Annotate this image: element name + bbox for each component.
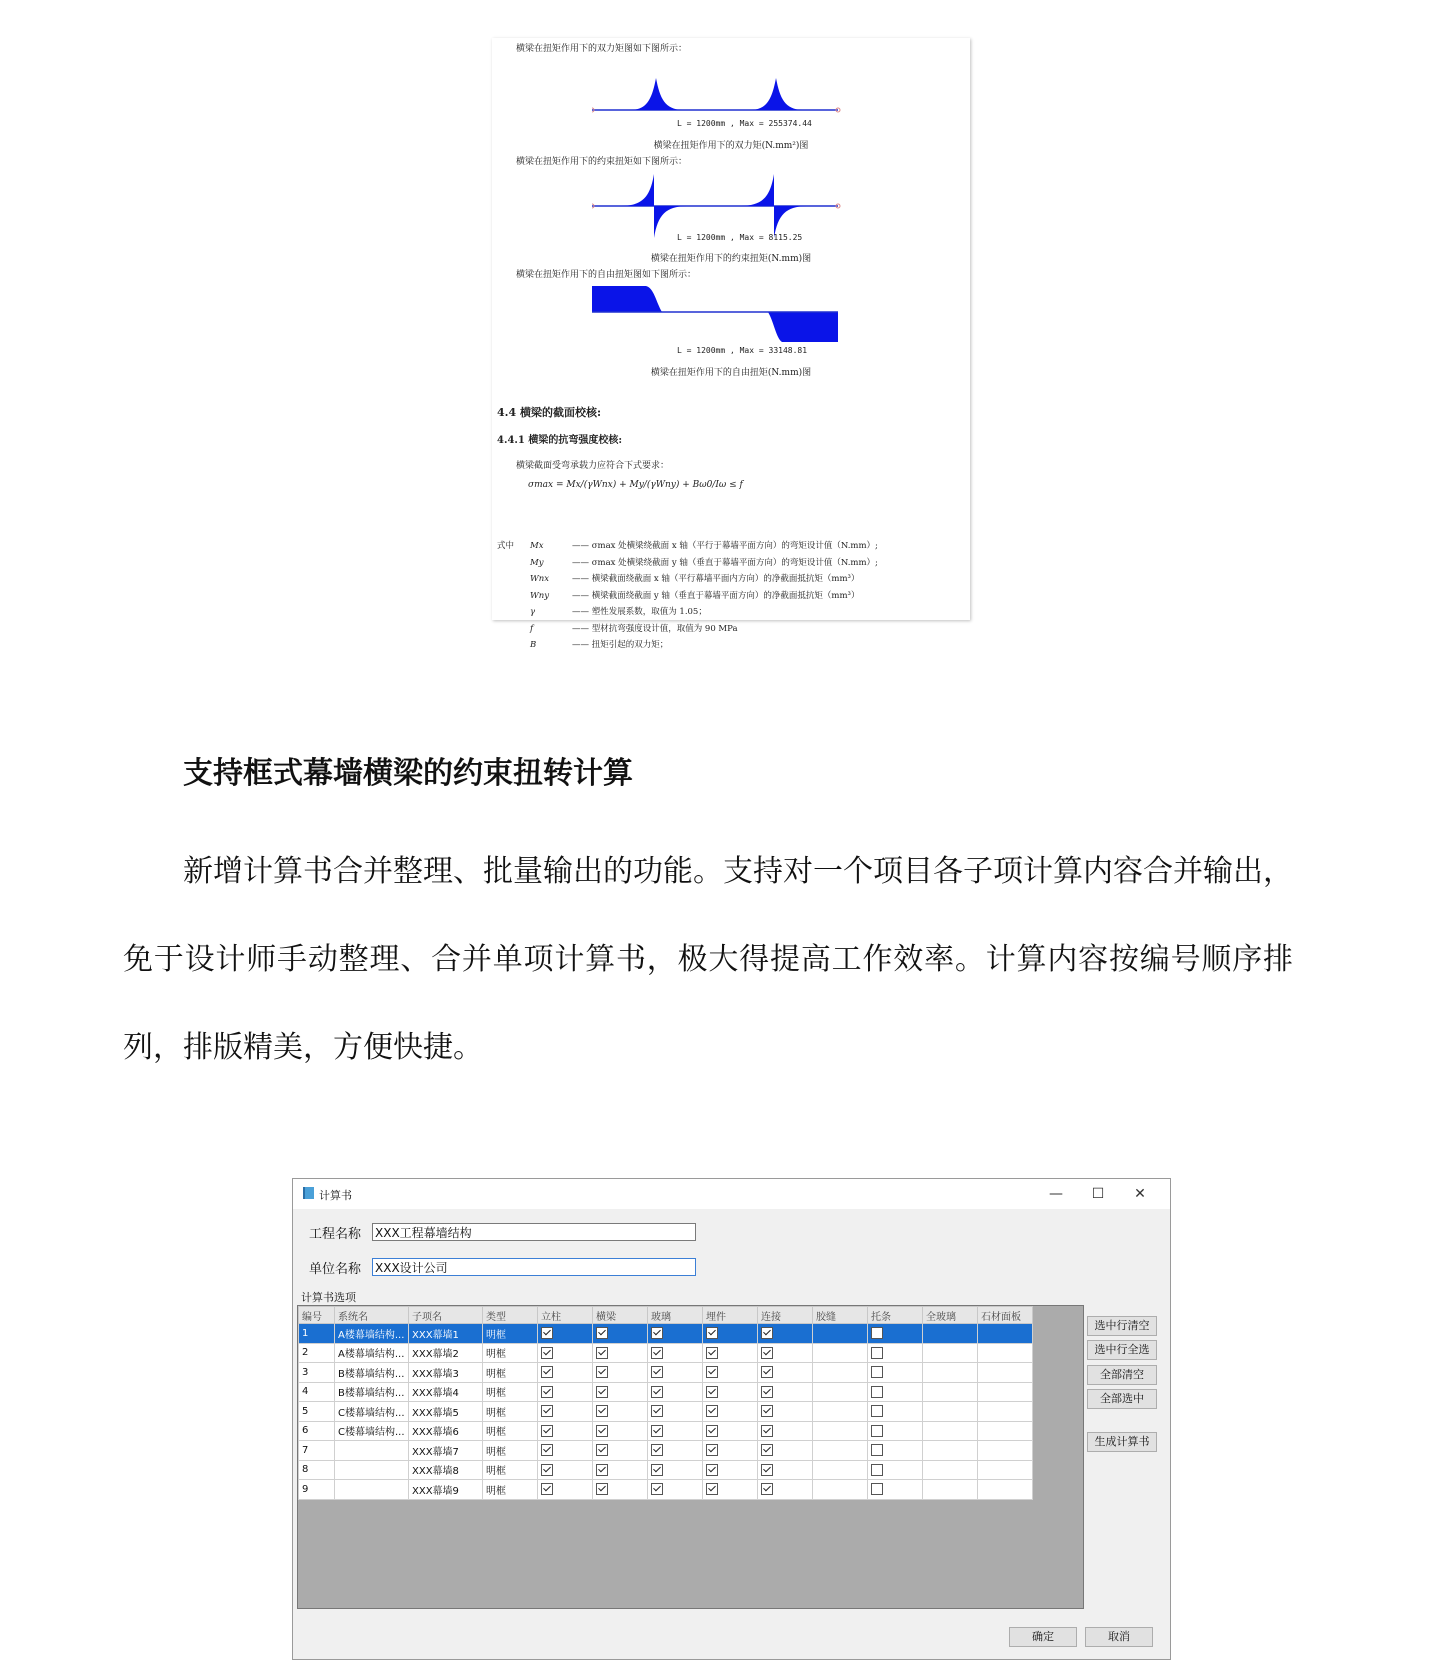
definition-row (497, 588, 967, 605)
definition-prefix (497, 604, 530, 621)
project-name-input[interactable]: XXX工程幕墙结构 (372, 1223, 696, 1241)
heading-4-4: 4.4 横梁的截面校核: (497, 406, 602, 419)
column-header[interactable]: 胶缝 (813, 1307, 868, 1324)
check-cell (868, 1480, 923, 1500)
checked-checkbox[interactable] (541, 1444, 553, 1456)
definition-symbol: Wny (530, 590, 550, 601)
check-cell (978, 1402, 1033, 1422)
definition-text: —— 型材抗弯强度设计值，取值为 90 MPa (572, 623, 738, 634)
section-title: 支持框式幕墙横梁的约束扭转计算 (183, 756, 633, 791)
options-group-label: 计算书选项 (301, 1291, 356, 1304)
cell-id: 6 (299, 1421, 335, 1441)
window-title: 计算书 (319, 1189, 352, 1202)
minimize-icon[interactable]: — (1049, 1186, 1063, 1202)
calc-page-image (492, 38, 970, 650)
check-cell (978, 1324, 1033, 1344)
checked-checkbox[interactable] (541, 1483, 553, 1495)
table-row[interactable] (299, 1382, 1033, 1402)
checked-checkbox[interactable] (651, 1366, 663, 1378)
cell-id: 7 (299, 1441, 335, 1461)
definition-symbol: f (530, 623, 534, 634)
definition-text: —— 塑性发展系数，取值为 1.05； (572, 607, 707, 617)
checked-checkbox[interactable] (761, 1425, 773, 1437)
checked-checkbox[interactable] (761, 1386, 773, 1398)
check-cell (978, 1343, 1033, 1363)
check-cell (538, 1402, 593, 1422)
check-cell (648, 1343, 703, 1363)
checked-checkbox[interactable] (706, 1327, 718, 1339)
cell-sys: A楼幕墙结构... (335, 1324, 409, 1344)
definition-row (497, 538, 967, 555)
check-cell (868, 1402, 923, 1422)
cell-type: 明框 (483, 1363, 538, 1383)
clear-selected-row-button[interactable]: 选中行清空 (1087, 1316, 1157, 1336)
table-row[interactable] (299, 1343, 1033, 1363)
checked-checkbox[interactable] (596, 1425, 608, 1437)
cell-id: 1 (299, 1324, 335, 1344)
check-cell (813, 1480, 868, 1500)
cancel-button[interactable]: 取消 (1085, 1627, 1153, 1647)
free-label: L = 1200mm , Max = 33148.81 (677, 346, 808, 355)
table-row[interactable] (299, 1480, 1033, 1500)
definition-row (497, 621, 967, 638)
check-cell (593, 1441, 648, 1461)
check-cell (868, 1441, 923, 1461)
check-cell (758, 1441, 813, 1461)
check-cell (703, 1402, 758, 1422)
caption-free: 横梁在扭矩作用下的自由扭矩图如下图所示： (516, 270, 697, 280)
checked-checkbox[interactable] (706, 1386, 718, 1398)
column-header[interactable]: 连接 (758, 1307, 813, 1324)
checked-checkbox[interactable] (706, 1425, 718, 1437)
bimoment-label: L = 1200mm , Max = 255374.44 (677, 119, 812, 128)
check-cell (648, 1382, 703, 1402)
unchecked-checkbox[interactable] (871, 1347, 883, 1359)
column-header[interactable]: 子项名 (409, 1307, 483, 1324)
formula: σmax = Mx/(γWnx) + My/(γWny) + Bω0/Iω ≤ f (528, 480, 743, 490)
check-cell (703, 1460, 758, 1480)
column-header[interactable]: 编号 (299, 1307, 335, 1324)
check-cell (868, 1460, 923, 1480)
check-cell (648, 1324, 703, 1344)
check-cell (538, 1343, 593, 1363)
unchecked-checkbox[interactable] (871, 1444, 883, 1456)
check-cell (923, 1460, 978, 1480)
column-header[interactable]: 立柱 (538, 1307, 593, 1324)
table-row[interactable] (299, 1421, 1033, 1441)
cell-type: 明框 (483, 1421, 538, 1441)
check-cell (868, 1382, 923, 1402)
cell-type: 明框 (483, 1382, 538, 1402)
free-title: 横梁在扭矩作用下的自由扭矩(N.mm)图 (650, 368, 812, 378)
cell-sub: XXX幕墙8 (409, 1460, 483, 1480)
definition-text: —— 横梁截面绕截面 y 轴（垂直于幕墙平面方向）的净截面抵抗矩（mm³） (572, 590, 860, 601)
checked-checkbox[interactable] (541, 1425, 553, 1437)
maximize-icon[interactable]: ☐ (1091, 1186, 1105, 1202)
check-cell (923, 1402, 978, 1422)
check-cell (648, 1421, 703, 1441)
cell-sub: XXX幕墙4 (409, 1382, 483, 1402)
unchecked-checkbox[interactable] (871, 1483, 883, 1495)
cell-sub: XXX幕墙1 (409, 1324, 483, 1344)
cell-id: 4 (299, 1382, 335, 1402)
check-cell (593, 1363, 648, 1383)
select-all-button[interactable]: 全部选中 (1087, 1389, 1157, 1409)
cell-sys: C楼幕墙结构... (335, 1402, 409, 1422)
cell-sys: B楼幕墙结构... (335, 1363, 409, 1383)
check-cell (868, 1363, 923, 1383)
check-cell (813, 1382, 868, 1402)
unit-name-label: 单位名称 (309, 1262, 362, 1277)
column-header[interactable]: 石材面板 (978, 1307, 1033, 1324)
check-cell (813, 1402, 868, 1422)
check-cell (538, 1480, 593, 1500)
check-cell (538, 1382, 593, 1402)
checked-checkbox[interactable] (596, 1347, 608, 1359)
cell-id: 2 (299, 1343, 335, 1363)
check-cell (923, 1363, 978, 1383)
cell-sys: A楼幕墙结构... (335, 1343, 409, 1363)
definition-symbol: γ (530, 607, 536, 617)
check-cell (593, 1421, 648, 1441)
cell-sys (335, 1460, 409, 1480)
heading-4-4-1: 4.4.1 横梁的抗弯强度校核: (497, 435, 623, 446)
cell-sub: XXX幕墙6 (409, 1421, 483, 1441)
column-header[interactable]: 玻璃 (648, 1307, 703, 1324)
checked-checkbox[interactable] (761, 1483, 773, 1495)
select-row-all-button[interactable]: 选中行全选 (1087, 1340, 1157, 1360)
check-cell (703, 1363, 758, 1383)
checked-checkbox[interactable] (596, 1483, 608, 1495)
checked-checkbox[interactable] (761, 1366, 773, 1378)
definition-row (497, 604, 967, 621)
definition-row (497, 637, 967, 654)
checked-checkbox[interactable] (541, 1366, 553, 1378)
title-bar (293, 1179, 1170, 1209)
cell-type: 明框 (483, 1460, 538, 1480)
cell-sub: XXX幕墙9 (409, 1480, 483, 1500)
definition-prefix (497, 555, 530, 572)
check-cell (923, 1382, 978, 1402)
checked-checkbox[interactable] (541, 1347, 553, 1359)
check-cell (978, 1421, 1033, 1441)
calc-book-dialog (292, 1178, 1171, 1660)
cell-sys: C楼幕墙结构... (335, 1421, 409, 1441)
checked-checkbox[interactable] (761, 1327, 773, 1339)
checked-checkbox[interactable] (596, 1405, 608, 1417)
unit-name-input[interactable]: XXX设计公司 (372, 1258, 696, 1276)
restrained-label: L = 1200mm , Max = 8115.25 (677, 233, 803, 242)
check-cell (978, 1441, 1033, 1461)
generate-calc-book-button[interactable]: 生成计算书 (1087, 1432, 1157, 1452)
checked-checkbox[interactable] (706, 1366, 718, 1378)
cell-sub: XXX幕墙5 (409, 1402, 483, 1422)
ok-button[interactable]: 确定 (1009, 1627, 1077, 1647)
check-cell (648, 1402, 703, 1422)
column-header[interactable]: 系统名 (335, 1307, 409, 1324)
definition-prefix (497, 637, 530, 654)
check-cell (758, 1421, 813, 1441)
checked-checkbox[interactable] (761, 1464, 773, 1476)
checked-checkbox[interactable] (706, 1483, 718, 1495)
grid-header-row (299, 1307, 1033, 1324)
checked-checkbox[interactable] (596, 1366, 608, 1378)
check-cell (813, 1363, 868, 1383)
check-cell (923, 1421, 978, 1441)
table-row[interactable] (299, 1324, 1033, 1344)
check-cell (648, 1460, 703, 1480)
check-cell (648, 1441, 703, 1461)
check-cell (703, 1382, 758, 1402)
check-cell (923, 1343, 978, 1363)
cell-id: 9 (299, 1480, 335, 1500)
definition-symbol: B (530, 640, 537, 650)
check-cell (538, 1441, 593, 1461)
table-row[interactable] (299, 1460, 1033, 1480)
checked-checkbox[interactable] (651, 1405, 663, 1417)
cell-id: 8 (299, 1460, 335, 1480)
column-header[interactable]: 类型 (483, 1307, 538, 1324)
check-cell (703, 1480, 758, 1500)
checked-checkbox[interactable] (541, 1405, 553, 1417)
check-cell (978, 1460, 1033, 1480)
check-cell (648, 1363, 703, 1383)
check-cell (593, 1343, 648, 1363)
checked-checkbox[interactable] (651, 1464, 663, 1476)
check-cell (703, 1324, 758, 1344)
cell-sub: XXX幕墙3 (409, 1363, 483, 1383)
symbol-definitions (497, 538, 967, 654)
checked-checkbox[interactable] (761, 1347, 773, 1359)
check-cell (813, 1343, 868, 1363)
check-cell (868, 1324, 923, 1344)
definition-text: —— σmax 处横梁绕截面 x 轴（平行于幕墙平面方向）的弯矩设计值（N.mm）; (572, 541, 878, 551)
checked-checkbox[interactable] (651, 1386, 663, 1398)
restrained-torque-diagram (592, 172, 842, 238)
column-header[interactable]: 埋件 (703, 1307, 758, 1324)
checked-checkbox[interactable] (706, 1405, 718, 1417)
cell-type: 明框 (483, 1402, 538, 1422)
checked-checkbox[interactable] (651, 1327, 663, 1339)
cell-sub: XXX幕墙7 (409, 1441, 483, 1461)
check-cell (758, 1460, 813, 1480)
checked-checkbox[interactable] (706, 1444, 718, 1456)
table-row[interactable] (299, 1363, 1033, 1383)
check-cell (923, 1480, 978, 1500)
checked-checkbox[interactable] (651, 1483, 663, 1495)
checked-checkbox[interactable] (541, 1386, 553, 1398)
checked-checkbox[interactable] (596, 1386, 608, 1398)
cell-sys: B楼幕墙结构... (335, 1382, 409, 1402)
definition-symbol: Mx (530, 541, 544, 551)
cell-type: 明框 (483, 1324, 538, 1344)
unchecked-checkbox[interactable] (871, 1405, 883, 1417)
section-paragraph: 新增计算书合并整理、批量输出的功能。支持对一个项目各子项计算内容合并输出，免于设计师手动整理、合并单项计算书，极大得提高工作效率。计算内容按编号顺序排列，排版精美，方便快捷。 (123, 854, 1293, 1065)
definition-prefix (497, 571, 530, 588)
cell-id: 5 (299, 1402, 335, 1422)
check-cell (868, 1343, 923, 1363)
checked-checkbox[interactable] (651, 1347, 663, 1359)
check-cell (813, 1421, 868, 1441)
checked-checkbox[interactable] (706, 1464, 718, 1476)
check-cell (538, 1421, 593, 1441)
column-header[interactable]: 全玻璃 (923, 1307, 978, 1324)
check-cell (813, 1460, 868, 1480)
checked-checkbox[interactable] (761, 1444, 773, 1456)
definition-text: —— 横梁截面绕截面 x 轴（平行幕墙平面内方向）的净截面抵抗矩（mm³） (572, 574, 860, 584)
definition-prefix (497, 621, 530, 638)
checked-checkbox[interactable] (596, 1464, 608, 1476)
check-cell (923, 1441, 978, 1461)
caption-restrained: 横梁在扭矩作用下的约束扭矩如下图所示： (516, 157, 688, 167)
check-cell (593, 1382, 648, 1402)
column-header[interactable]: 横梁 (593, 1307, 648, 1324)
check-cell (648, 1480, 703, 1500)
check-cell (703, 1421, 758, 1441)
cell-type: 明框 (483, 1480, 538, 1500)
cell-sys (335, 1441, 409, 1461)
check-cell (758, 1363, 813, 1383)
check-cell (593, 1402, 648, 1422)
definition-row (497, 571, 967, 588)
check-cell (978, 1363, 1033, 1383)
cell-type: 明框 (483, 1343, 538, 1363)
checked-checkbox[interactable] (541, 1327, 553, 1339)
check-cell (758, 1480, 813, 1500)
check-cell (813, 1324, 868, 1344)
cell-sub: XXX幕墙2 (409, 1343, 483, 1363)
check-cell (758, 1343, 813, 1363)
definition-symbol: Wnx (530, 574, 550, 584)
check-cell (758, 1402, 813, 1422)
definition-prefix (497, 588, 530, 605)
definition-text: —— 扭矩引起的双力矩； (572, 640, 669, 650)
restrained-title: 横梁在扭矩作用下的约束扭矩(N.mm)图 (650, 254, 812, 264)
unchecked-checkbox[interactable] (871, 1386, 883, 1398)
check-cell (758, 1324, 813, 1344)
check-cell (538, 1363, 593, 1383)
cell-id: 3 (299, 1363, 335, 1383)
check-cell (978, 1382, 1033, 1402)
unchecked-checkbox[interactable] (871, 1464, 883, 1476)
check-cell (703, 1343, 758, 1363)
caption-bimoment: 横梁在扭矩作用下的双力矩图如下图所示： (516, 44, 688, 54)
checked-checkbox[interactable] (761, 1405, 773, 1417)
check-cell (758, 1382, 813, 1402)
app-icon (303, 1187, 314, 1199)
check-cell (813, 1441, 868, 1461)
table-row[interactable] (299, 1441, 1033, 1461)
checked-checkbox[interactable] (651, 1425, 663, 1437)
definition-text: —— σmax 处横梁绕截面 y 轴（垂直于幕墙平面方向）的弯矩设计值（N.mm）; (572, 557, 878, 568)
bimoment-title: 横梁在扭矩作用下的双力矩(N.mm²)图 (653, 141, 809, 151)
check-cell (593, 1460, 648, 1480)
checked-checkbox[interactable] (596, 1327, 608, 1339)
clear-all-button[interactable]: 全部清空 (1087, 1365, 1157, 1385)
check-cell (923, 1324, 978, 1344)
checked-checkbox[interactable] (706, 1347, 718, 1359)
table-row[interactable] (299, 1402, 1033, 1422)
check-cell (978, 1480, 1033, 1500)
calc-options-grid[interactable] (297, 1305, 1084, 1609)
definition-symbol: My (530, 557, 544, 568)
project-name-label: 工程名称 (309, 1227, 362, 1242)
check-cell (593, 1324, 648, 1344)
check-cell (593, 1480, 648, 1500)
close-icon[interactable]: ✕ (1134, 1186, 1146, 1202)
check-cell (868, 1421, 923, 1441)
unchecked-checkbox[interactable] (871, 1425, 883, 1437)
free-torque-diagram (592, 284, 842, 346)
column-header[interactable]: 托条 (868, 1307, 923, 1324)
requirement-text: 横梁截面受弯承载力应符合下式要求： (516, 461, 670, 471)
cell-sys (335, 1480, 409, 1500)
definition-row (497, 555, 967, 572)
definition-prefix: 式中 (497, 541, 515, 551)
cell-type: 明框 (483, 1441, 538, 1461)
check-cell (538, 1460, 593, 1480)
check-cell (538, 1324, 593, 1344)
unchecked-checkbox[interactable] (871, 1366, 883, 1378)
checked-checkbox[interactable] (651, 1444, 663, 1456)
unchecked-checkbox[interactable] (871, 1327, 883, 1339)
checked-checkbox[interactable] (541, 1464, 553, 1476)
checked-checkbox[interactable] (596, 1444, 608, 1456)
check-cell (703, 1441, 758, 1461)
